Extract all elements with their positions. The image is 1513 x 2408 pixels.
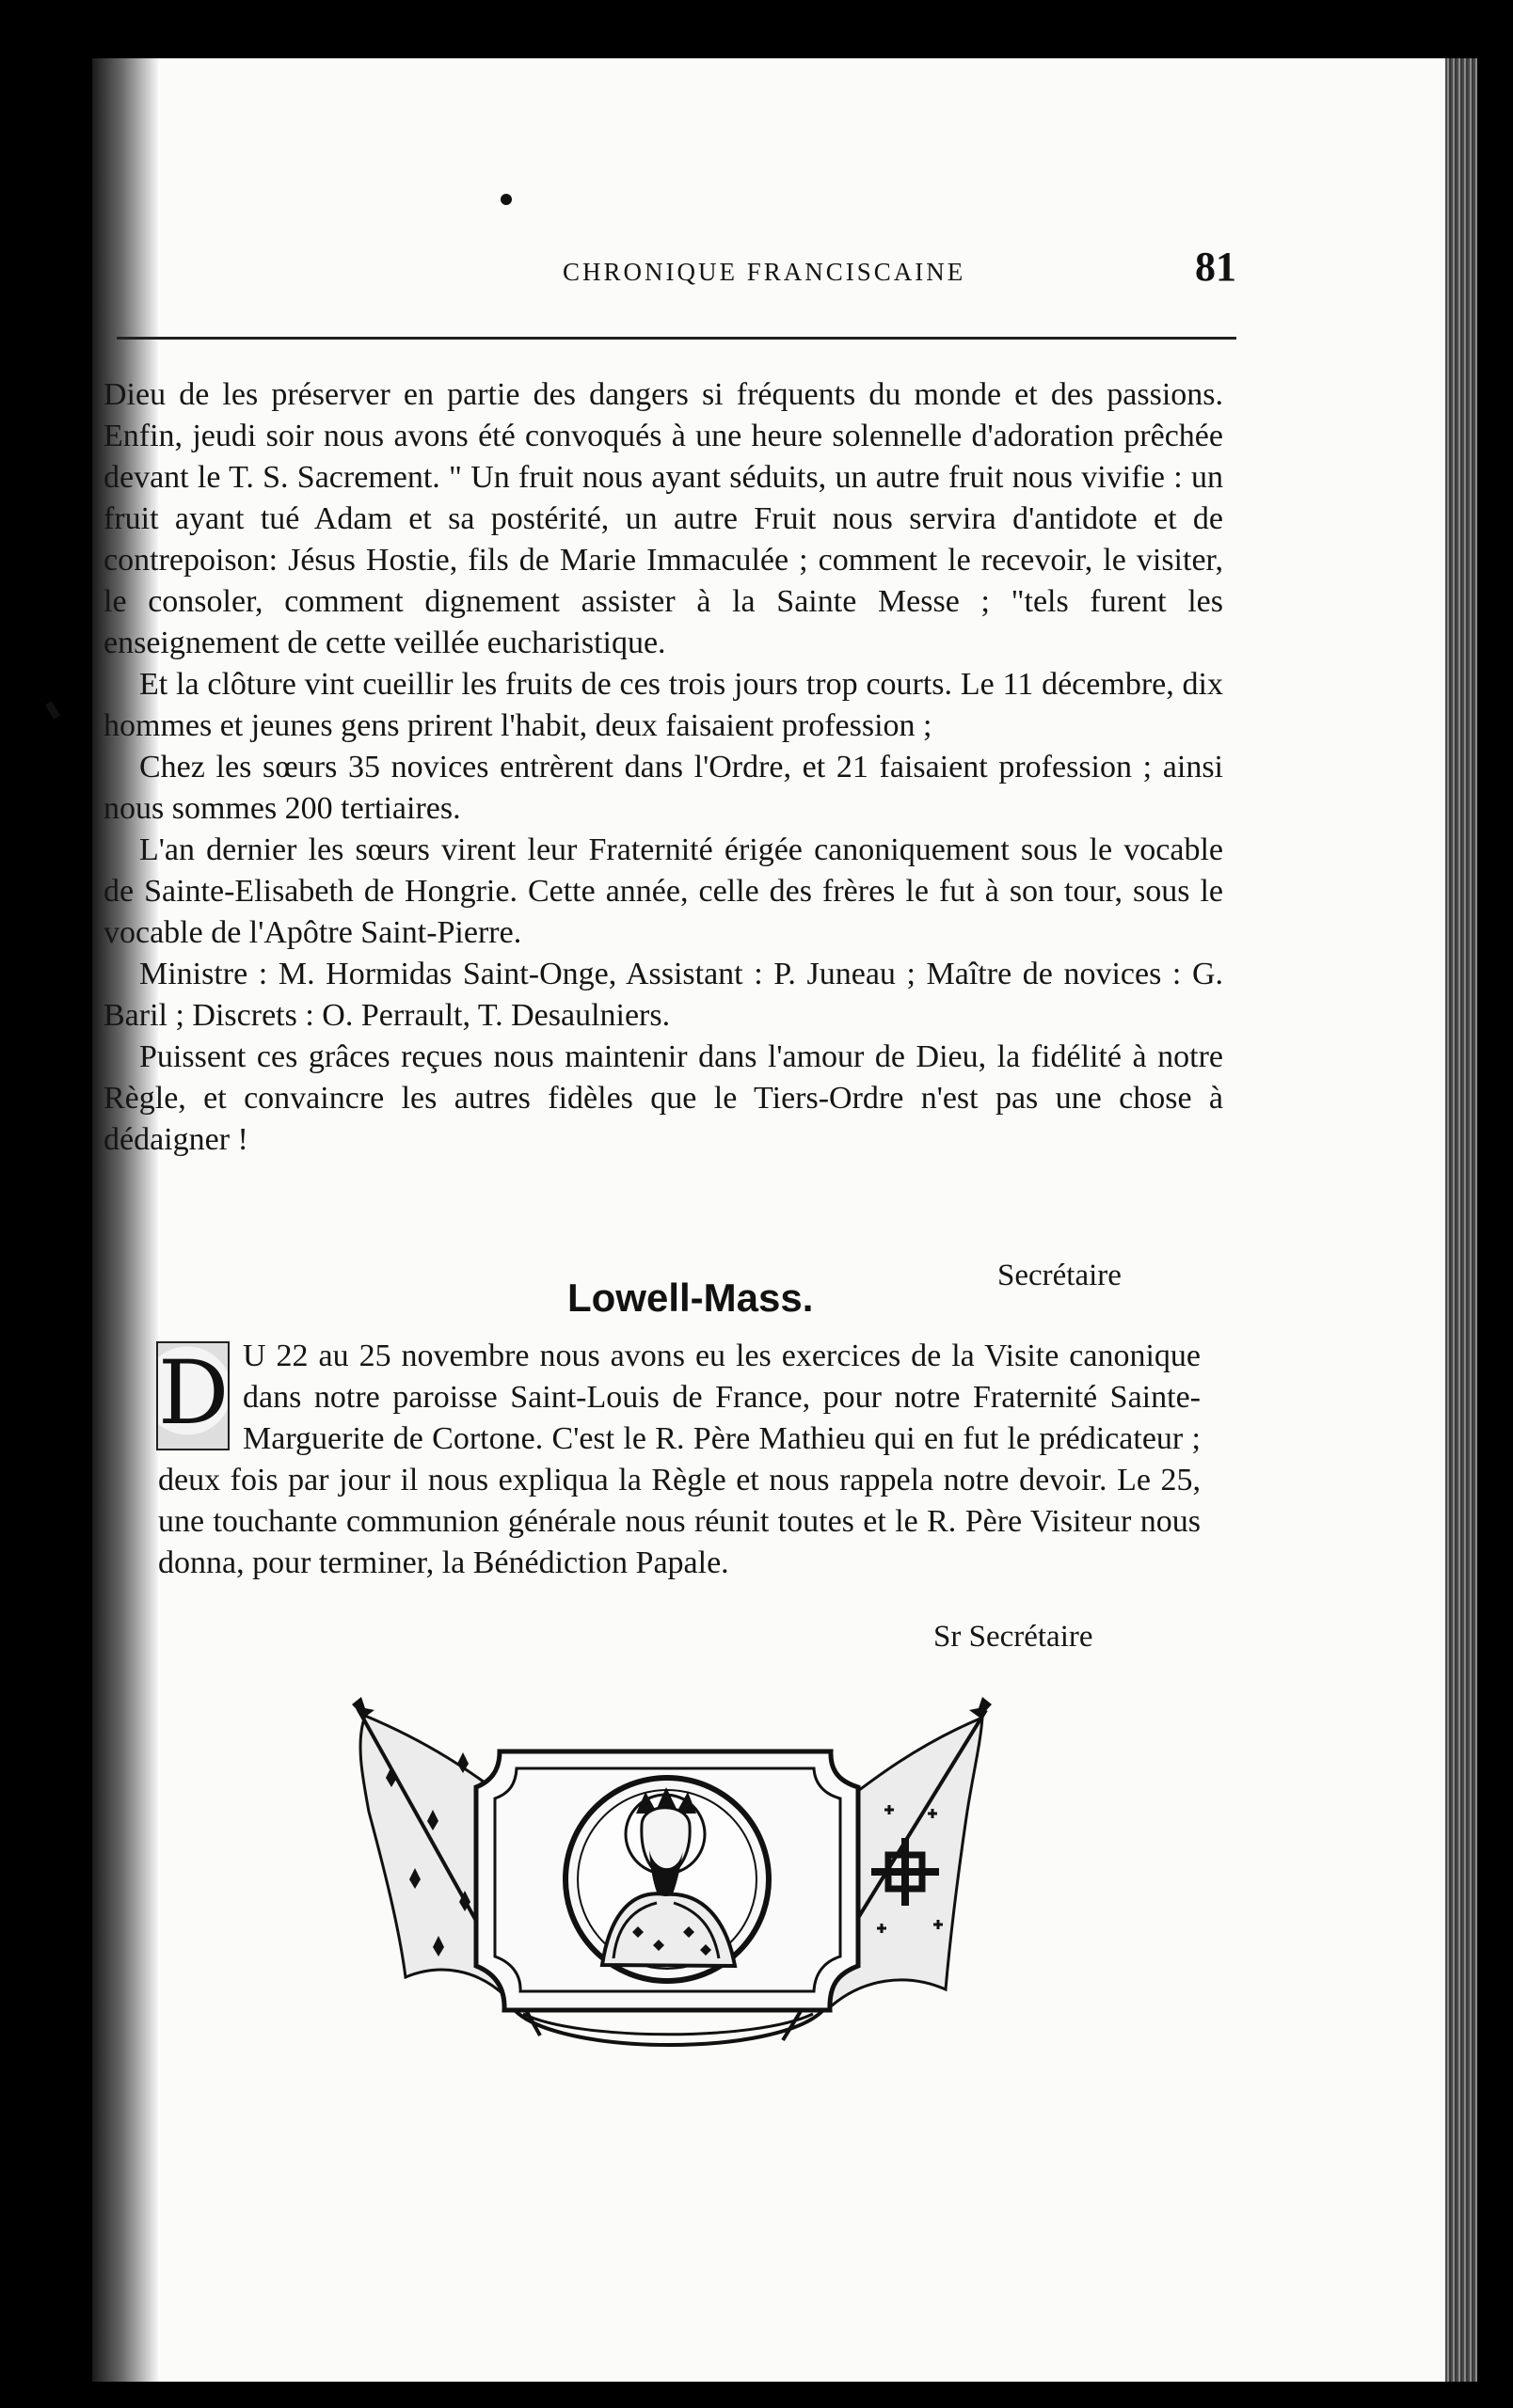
paragraph: Et la clôture vint cueillir les fruits de ces trois jours trop courts. Le 11 décembre, dix hommes et jeunes gens prirent l'habit, deux faisaient profession ; bbox=[104, 667, 1223, 743]
lowell-opening-letters: U bbox=[243, 1339, 266, 1373]
scan-dot-mark bbox=[501, 194, 512, 205]
lowell-paragraph: 22 au 25 novembre nous avons eu les exercices de la Visite canonique dans notre paroisse Saint-Louis de France, pour notre Fraternité Sainte-Marguerite de Cortone. C'est le R. Père Mathieu qui en fut le prédicateur ; deux fois par jour il nous expliqua la Règle et nous rappela notre devoir. Le 25, une touchante communion générale nous réunit toutes et le R. Père Visiteur nous donna, pour terminer, la Bénédiction Papale. bbox=[158, 1339, 1201, 1580]
main-text bbox=[104, 374, 1223, 1161]
paragraph: L'an dernier les sœurs virent leur Fraternité érigée canoniquement sous le vocable de Sainte-Elisabeth de Hongrie. Cette année, celle des frères le fut à son tour, sous le vocable de l'Apôtre Saint-Pierre. bbox=[104, 832, 1223, 950]
paragraph: Ministre : M. Hormidas Saint-Onge, Assistant : P. Juneau ; Maître de novices : G. Baril ; Discrets : O. Perrault, T. Desaulniers. bbox=[104, 957, 1223, 1033]
running-header bbox=[117, 231, 1236, 316]
paragraph: Puissent ces grâces reçues nous maintenir dans l'amour de Dieu, la fidélité à notre Règle, et convaincre les autres fidèles que le Tiers-Ordre n'est pas une chose à dédaigner ! bbox=[104, 1039, 1223, 1157]
section-title: Lowell-Mass. bbox=[567, 1275, 814, 1320]
page-number: 81 bbox=[1195, 244, 1236, 290]
ornamental-dropcap: D bbox=[156, 1341, 230, 1450]
secretary-signature: Secrétaire bbox=[997, 1259, 1122, 1292]
running-title: CHRONIQUE FRANCISCAINE bbox=[563, 258, 966, 286]
lowell-mass-text bbox=[158, 1336, 1201, 1584]
sister-secretary-signature: Sr Secrétaire bbox=[933, 1620, 1093, 1654]
paragraph: Dieu de les préserver en partie des dangers si fréquents du monde et des passions. Enfin, jeudi soir nous avons été convoqués à une heure solennelle d'adoration prêchée devant le T. S. Sacrement. " Un fruit nous ayant séduits, un autre fruit nous vivifie : un fruit ayant tué Adam et sa postérité, un autre Fruit nous servira d'antidote et de contrepoison: Jésus Hostie, fils de Marie Immaculée ; comment le recevoir, le visiter, le consoler, comment dignement assister à la Sainte Messe ; "tels furent les enseignement de cette veillée eucharistique. bbox=[104, 377, 1223, 660]
header-rule bbox=[117, 337, 1236, 340]
page-edge bbox=[1445, 58, 1477, 2382]
saint-emblem-illustration bbox=[339, 1697, 999, 2056]
margin-mark bbox=[45, 701, 60, 720]
paragraph: Chez les sœurs 35 novices entrèrent dans l'Ordre, et 21 faisaient profession ; ainsi nous sommes 200 tertiaires. bbox=[104, 750, 1223, 826]
